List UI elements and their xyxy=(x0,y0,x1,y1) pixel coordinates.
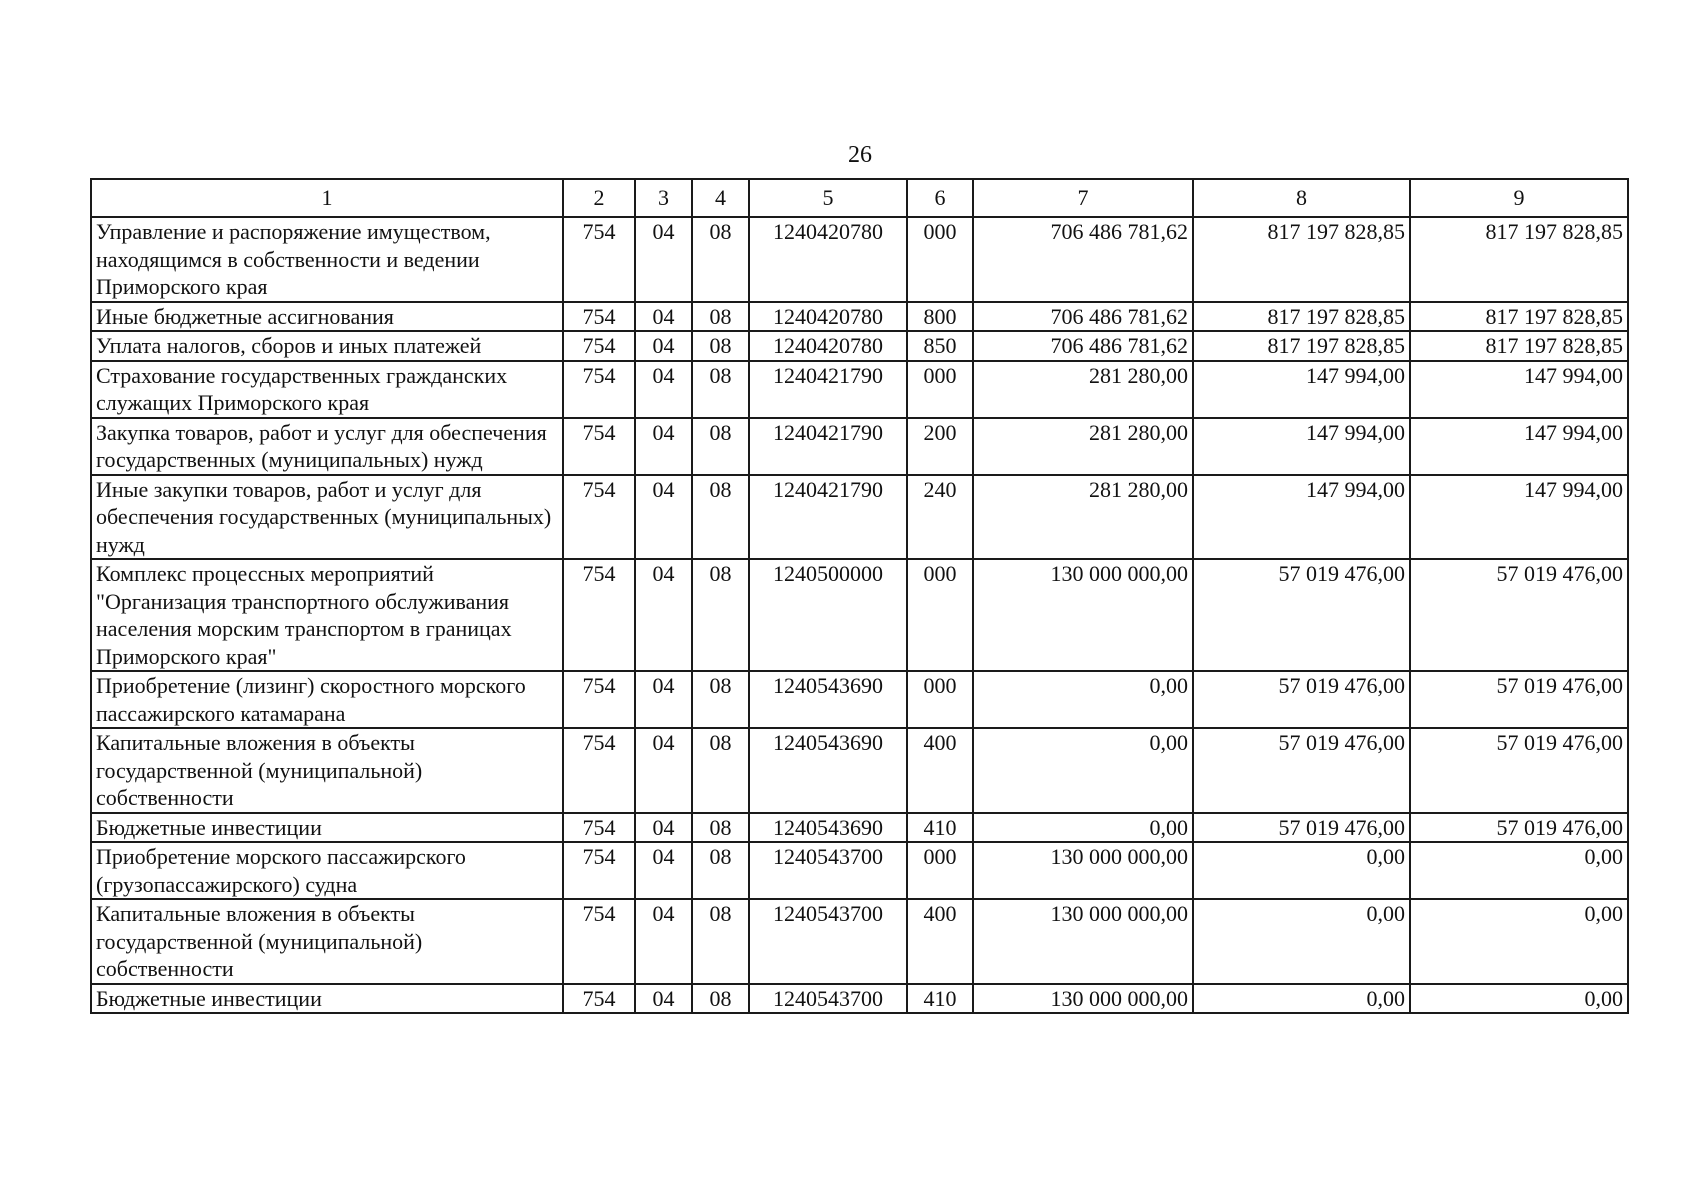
table-row xyxy=(91,302,1628,332)
subsection-code-cell: 08 xyxy=(692,361,749,418)
section-code-cell: 04 xyxy=(635,813,692,843)
subsection-code-cell: 08 xyxy=(692,842,749,899)
amount-col9-cell: 0,00 xyxy=(1410,984,1628,1014)
amount-col8-cell: 817 197 828,85 xyxy=(1193,302,1410,332)
amount-col9-cell: 57 019 476,00 xyxy=(1410,559,1628,671)
expense-type-cell: 000 xyxy=(907,671,973,728)
amount-col9-cell: 57 019 476,00 xyxy=(1410,671,1628,728)
amount-col8-cell: 0,00 xyxy=(1193,899,1410,984)
amount-col8-cell: 147 994,00 xyxy=(1193,361,1410,418)
amount-col7-cell: 281 280,00 xyxy=(973,361,1193,418)
expense-type-cell: 000 xyxy=(907,842,973,899)
amount-col8-cell: 817 197 828,85 xyxy=(1193,331,1410,361)
header-cell: 6 xyxy=(907,179,973,217)
expense-type-cell: 200 xyxy=(907,418,973,475)
amount-col9-cell: 0,00 xyxy=(1410,842,1628,899)
ministry-code-cell: 754 xyxy=(563,331,635,361)
expense-type-cell: 850 xyxy=(907,331,973,361)
section-code-cell: 04 xyxy=(635,984,692,1014)
target-article-cell: 1240421790 xyxy=(749,418,907,475)
ministry-code-cell: 754 xyxy=(563,418,635,475)
section-code-cell: 04 xyxy=(635,475,692,560)
subsection-code-cell: 08 xyxy=(692,331,749,361)
item-name-cell: Управление и распоряжение имуществом, находящимся в собственности и ведении Приморского края xyxy=(91,217,563,302)
amount-col9-cell: 147 994,00 xyxy=(1410,361,1628,418)
subsection-code-cell: 08 xyxy=(692,475,749,560)
target-article-cell: 1240543690 xyxy=(749,813,907,843)
ministry-code-cell: 754 xyxy=(563,842,635,899)
item-name-cell: Приобретение морского пассажирского (грузопассажирского) судна xyxy=(91,842,563,899)
target-article-cell: 1240421790 xyxy=(749,361,907,418)
ministry-code-cell: 754 xyxy=(563,475,635,560)
section-code-cell: 04 xyxy=(635,842,692,899)
target-article-cell: 1240420780 xyxy=(749,217,907,302)
section-code-cell: 04 xyxy=(635,217,692,302)
table-row xyxy=(91,418,1628,475)
expense-type-cell: 000 xyxy=(907,361,973,418)
amount-col7-cell: 130 000 000,00 xyxy=(973,984,1193,1014)
amount-col9-cell: 817 197 828,85 xyxy=(1410,217,1628,302)
item-name-cell: Бюджетные инвестиции xyxy=(91,813,563,843)
expense-type-cell: 410 xyxy=(907,813,973,843)
ministry-code-cell: 754 xyxy=(563,899,635,984)
amount-col8-cell: 57 019 476,00 xyxy=(1193,813,1410,843)
ministry-code-cell: 754 xyxy=(563,728,635,813)
subsection-code-cell: 08 xyxy=(692,728,749,813)
ministry-code-cell: 754 xyxy=(563,361,635,418)
subsection-code-cell: 08 xyxy=(692,984,749,1014)
amount-col8-cell: 57 019 476,00 xyxy=(1193,559,1410,671)
target-article-cell: 1240543690 xyxy=(749,728,907,813)
header-cell: 8 xyxy=(1193,179,1410,217)
amount-col8-cell: 817 197 828,85 xyxy=(1193,217,1410,302)
ministry-code-cell: 754 xyxy=(563,671,635,728)
ministry-code-cell: 754 xyxy=(563,217,635,302)
amount-col7-cell: 130 000 000,00 xyxy=(973,559,1193,671)
amount-col7-cell: 130 000 000,00 xyxy=(973,842,1193,899)
table-header xyxy=(91,179,1628,217)
expense-type-cell: 400 xyxy=(907,899,973,984)
header-cell: 9 xyxy=(1410,179,1628,217)
amount-col9-cell: 57 019 476,00 xyxy=(1410,728,1628,813)
amount-col7-cell: 281 280,00 xyxy=(973,475,1193,560)
header-cell: 2 xyxy=(563,179,635,217)
table-row xyxy=(91,984,1628,1014)
subsection-code-cell: 08 xyxy=(692,671,749,728)
amount-col8-cell: 0,00 xyxy=(1193,984,1410,1014)
item-name-cell: Страхование государственных гражданских служащих Приморского края xyxy=(91,361,563,418)
amount-col9-cell: 817 197 828,85 xyxy=(1410,302,1628,332)
table-row xyxy=(91,361,1628,418)
section-code-cell: 04 xyxy=(635,331,692,361)
amount-col8-cell: 0,00 xyxy=(1193,842,1410,899)
subsection-code-cell: 08 xyxy=(692,217,749,302)
header-cell: 3 xyxy=(635,179,692,217)
table-row xyxy=(91,671,1628,728)
amount-col7-cell: 130 000 000,00 xyxy=(973,899,1193,984)
header-cell: 1 xyxy=(91,179,563,217)
section-code-cell: 04 xyxy=(635,671,692,728)
subsection-code-cell: 08 xyxy=(692,813,749,843)
subsection-code-cell: 08 xyxy=(692,302,749,332)
ministry-code-cell: 754 xyxy=(563,984,635,1014)
section-code-cell: 04 xyxy=(635,361,692,418)
amount-col8-cell: 147 994,00 xyxy=(1193,418,1410,475)
section-code-cell: 04 xyxy=(635,559,692,671)
section-code-cell: 04 xyxy=(635,302,692,332)
target-article-cell: 1240500000 xyxy=(749,559,907,671)
amount-col9-cell: 0,00 xyxy=(1410,899,1628,984)
amount-col9-cell: 817 197 828,85 xyxy=(1410,331,1628,361)
section-code-cell: 04 xyxy=(635,899,692,984)
table-row xyxy=(91,331,1628,361)
amount-col8-cell: 147 994,00 xyxy=(1193,475,1410,560)
table-row xyxy=(91,813,1628,843)
header-cell: 4 xyxy=(692,179,749,217)
section-code-cell: 04 xyxy=(635,728,692,813)
header-cell: 5 xyxy=(749,179,907,217)
target-article-cell: 1240543690 xyxy=(749,671,907,728)
table-row xyxy=(91,217,1628,302)
amount-col9-cell: 57 019 476,00 xyxy=(1410,813,1628,843)
amount-col7-cell: 706 486 781,62 xyxy=(973,217,1193,302)
amount-col8-cell: 57 019 476,00 xyxy=(1193,671,1410,728)
item-name-cell: Комплекс процессных мероприятий "Организация транспортного обслуживания населения морским транспортом в границах Приморского края" xyxy=(91,559,563,671)
subsection-code-cell: 08 xyxy=(692,899,749,984)
table-row xyxy=(91,899,1628,984)
item-name-cell: Бюджетные инвестиции xyxy=(91,984,563,1014)
item-name-cell: Уплата налогов, сборов и иных платежей xyxy=(91,331,563,361)
expense-type-cell: 400 xyxy=(907,728,973,813)
expense-type-cell: 000 xyxy=(907,559,973,671)
amount-col9-cell: 147 994,00 xyxy=(1410,475,1628,560)
item-name-cell: Иные закупки товаров, работ и услуг для обеспечения государственных (муниципальных) нужд xyxy=(91,475,563,560)
table-row xyxy=(91,728,1628,813)
amount-col9-cell: 147 994,00 xyxy=(1410,418,1628,475)
amount-col7-cell: 706 486 781,62 xyxy=(973,331,1193,361)
ministry-code-cell: 754 xyxy=(563,813,635,843)
amount-col8-cell: 57 019 476,00 xyxy=(1193,728,1410,813)
item-name-cell: Иные бюджетные ассигнования xyxy=(91,302,563,332)
table-body xyxy=(91,217,1628,1013)
amount-col7-cell: 0,00 xyxy=(973,728,1193,813)
expense-type-cell: 240 xyxy=(907,475,973,560)
header-cell: 7 xyxy=(973,179,1193,217)
item-name-cell: Приобретение (лизинг) скоростного морского пассажирского катамарана xyxy=(91,671,563,728)
target-article-cell: 1240543700 xyxy=(749,899,907,984)
ministry-code-cell: 754 xyxy=(563,302,635,332)
target-article-cell: 1240420780 xyxy=(749,331,907,361)
budget-table xyxy=(90,178,1629,1014)
amount-col7-cell: 706 486 781,62 xyxy=(973,302,1193,332)
expense-type-cell: 000 xyxy=(907,217,973,302)
target-article-cell: 1240543700 xyxy=(749,984,907,1014)
section-code-cell: 04 xyxy=(635,418,692,475)
header-row xyxy=(91,179,1628,217)
target-article-cell: 1240421790 xyxy=(749,475,907,560)
expense-type-cell: 800 xyxy=(907,302,973,332)
item-name-cell: Закупка товаров, работ и услуг для обеспечения государственных (муниципальных) нужд xyxy=(91,418,563,475)
expense-type-cell: 410 xyxy=(907,984,973,1014)
target-article-cell: 1240543700 xyxy=(749,842,907,899)
amount-col7-cell: 0,00 xyxy=(973,813,1193,843)
amount-col7-cell: 0,00 xyxy=(973,671,1193,728)
subsection-code-cell: 08 xyxy=(692,559,749,671)
table-row xyxy=(91,475,1628,560)
subsection-code-cell: 08 xyxy=(692,418,749,475)
table-row xyxy=(91,559,1628,671)
target-article-cell: 1240420780 xyxy=(749,302,907,332)
amount-col7-cell: 281 280,00 xyxy=(973,418,1193,475)
table-row xyxy=(91,842,1628,899)
ministry-code-cell: 754 xyxy=(563,559,635,671)
item-name-cell: Капитальные вложения в объекты государственной (муниципальной) собственности xyxy=(91,899,563,984)
item-name-cell: Капитальные вложения в объекты государственной (муниципальной) собственности xyxy=(91,728,563,813)
page-number: 26 xyxy=(848,142,872,168)
